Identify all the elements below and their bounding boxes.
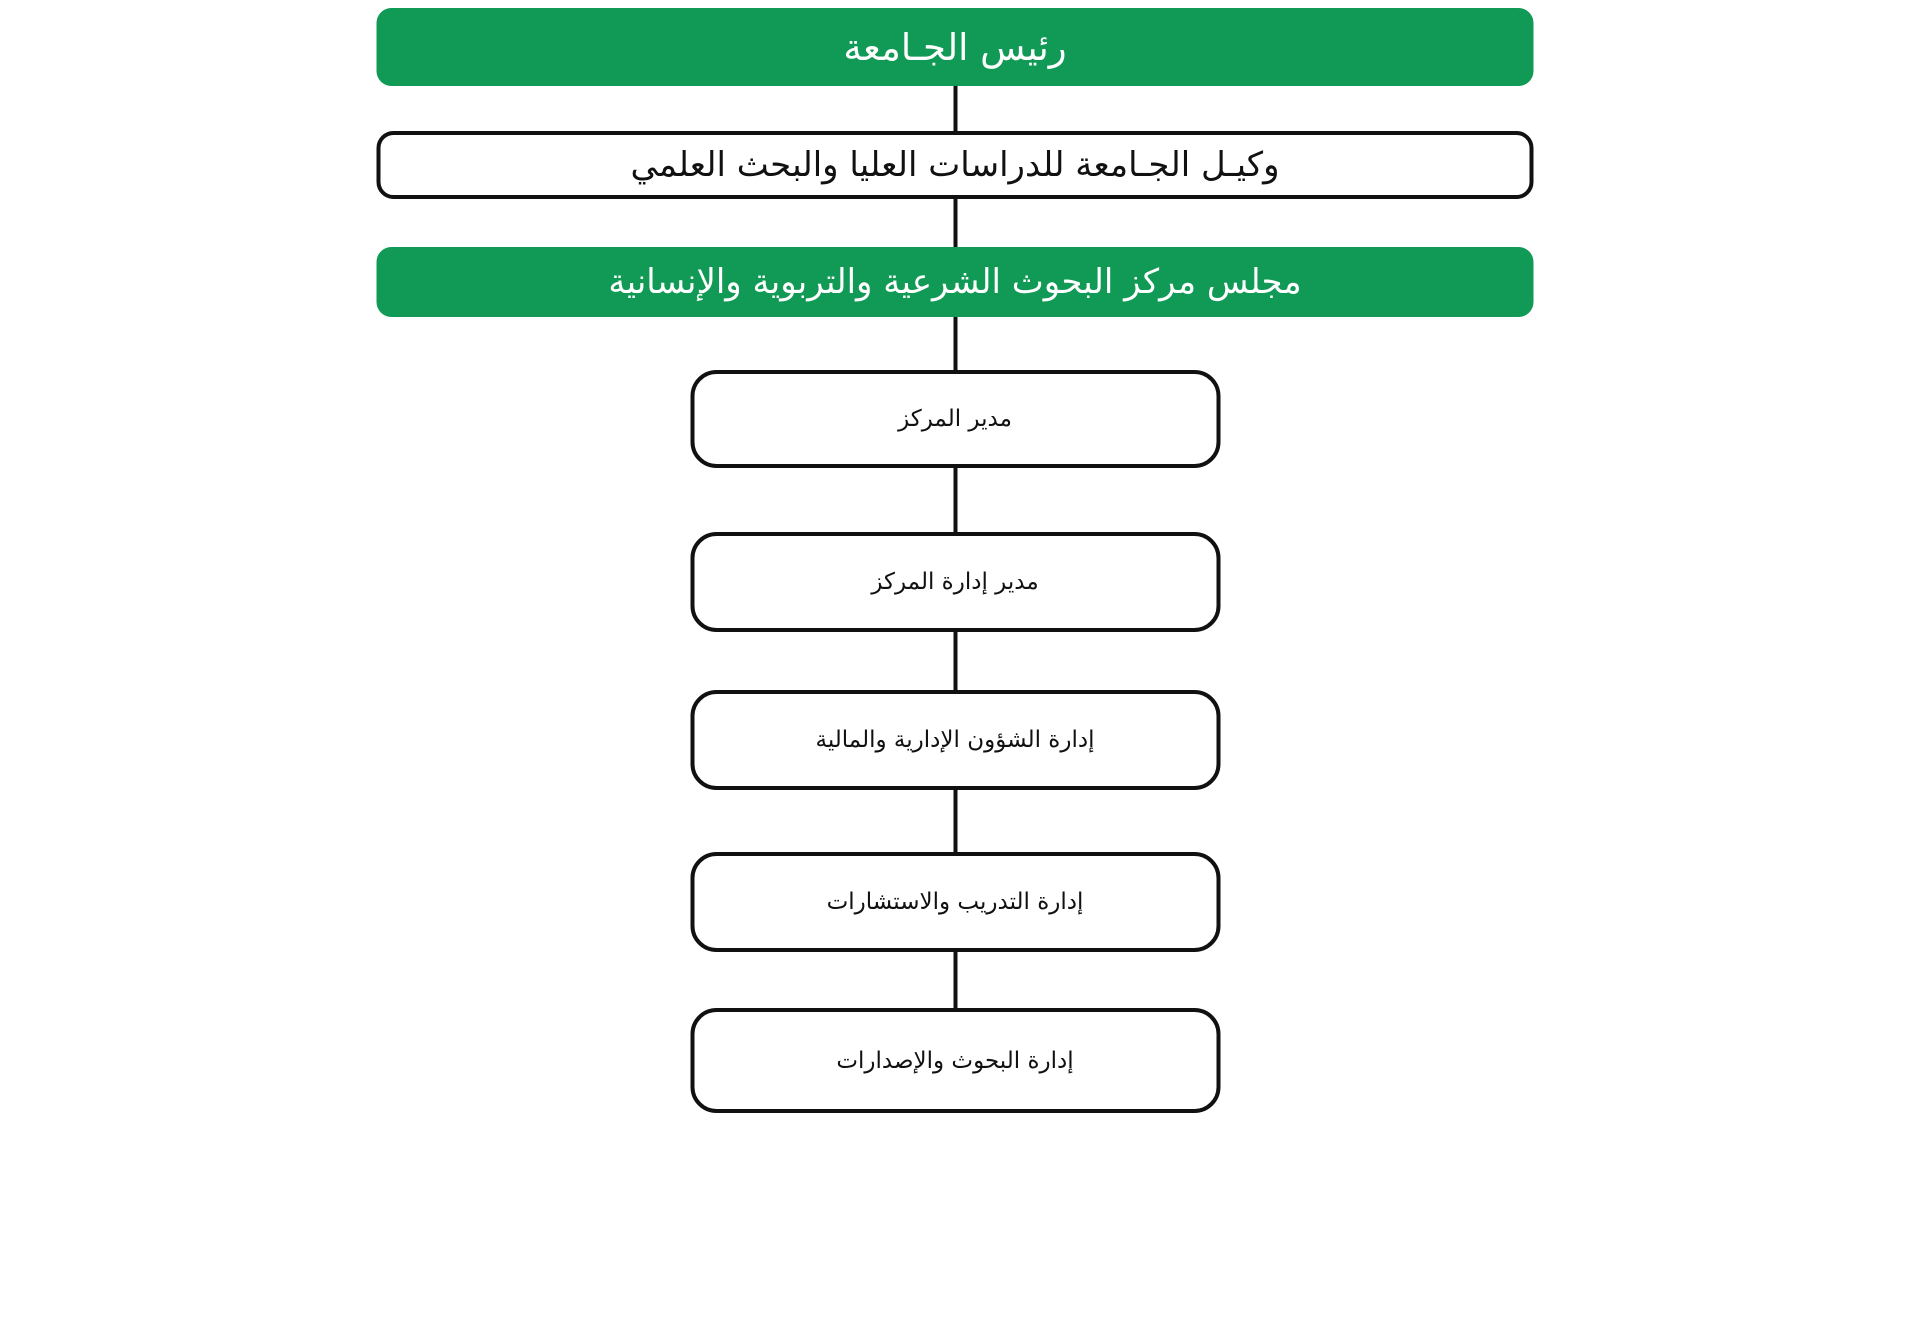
connector-line-5 bbox=[953, 632, 957, 690]
org-node-center-director bbox=[690, 370, 1220, 468]
connector-line-4 bbox=[953, 468, 957, 532]
org-node-research-center-council-label: مجلس مركز البحوث الشرعية والتربوية والإنسانية bbox=[608, 262, 1302, 302]
connector-line-1 bbox=[953, 86, 957, 131]
org-node-admin-financial-affairs-dept bbox=[690, 690, 1220, 790]
org-node-research-center-council bbox=[377, 247, 1534, 317]
org-node-training-consulting-dept-label: إدارة التدريب والاستشارات bbox=[826, 889, 1084, 915]
org-node-vice-president-research-label: وكيـل الجـامعة للدراسات العليا والبحث العلمي bbox=[630, 145, 1280, 185]
connector-line-3 bbox=[953, 317, 957, 370]
org-node-research-publications-dept bbox=[690, 1008, 1220, 1113]
org-node-vice-president-research bbox=[377, 131, 1534, 199]
org-node-admin-financial-affairs-dept-label: إدارة الشؤون الإدارية والمالية bbox=[815, 727, 1095, 753]
connector-line-2 bbox=[953, 199, 957, 247]
connector-line-7 bbox=[953, 952, 957, 1008]
org-node-research-publications-dept-label: إدارة البحوث والإصدارات bbox=[836, 1047, 1074, 1074]
connector-line-6 bbox=[953, 790, 957, 852]
org-node-university-president bbox=[377, 8, 1534, 86]
org-node-university-president-label: رئيس الجـامعة bbox=[843, 25, 1067, 69]
org-node-training-consulting-dept bbox=[690, 852, 1220, 952]
org-node-center-director-label: مدير المركز bbox=[898, 406, 1012, 432]
org-node-center-administration-director-label: مدير إدارة المركز bbox=[871, 569, 1039, 595]
org-chart bbox=[377, 8, 1534, 1113]
org-node-center-administration-director bbox=[690, 532, 1220, 632]
